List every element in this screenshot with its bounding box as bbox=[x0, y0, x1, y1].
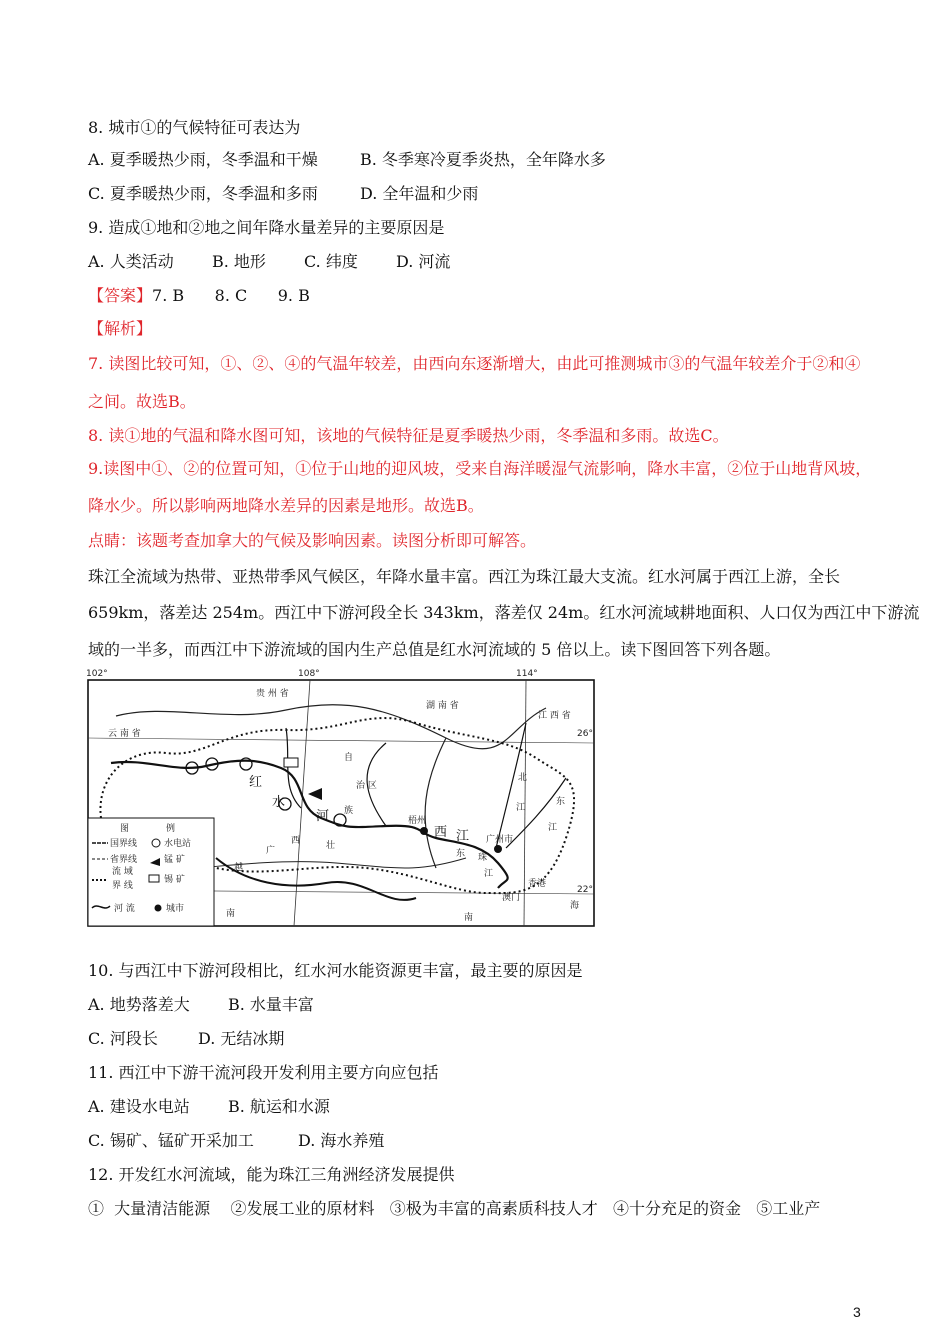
passage-line2: 659km，落差达 254m。西江中下游河段全长 343km，落差仅 24m。红水河流域耕地面积、人口仅为西江中下游流 bbox=[88, 603, 920, 622]
lon-label: 114° bbox=[516, 669, 538, 679]
q10-option-d: D. 无结冰期 bbox=[198, 1029, 285, 1048]
city-label: 广州市 bbox=[486, 835, 514, 845]
province-label: 江 西 省 bbox=[538, 711, 571, 721]
legend-item: 界 线 bbox=[112, 881, 133, 891]
q8-option-d: D. 全年温和少雨 bbox=[360, 184, 479, 203]
city-label: 澳门 bbox=[502, 893, 521, 903]
q11-options-ab bbox=[88, 1097, 330, 1117]
q10-options-cd bbox=[88, 1029, 284, 1049]
q11-options-cd bbox=[88, 1131, 384, 1151]
city-label: 香港 bbox=[528, 879, 547, 889]
legend-item: 国界线 bbox=[110, 839, 138, 849]
river-label: 东 bbox=[556, 797, 566, 807]
city-label: 梧州 bbox=[408, 816, 427, 826]
answer-text: 7. B 8. C 9. B bbox=[152, 286, 310, 305]
q10-option-a: A. 地势落差大 bbox=[88, 995, 190, 1014]
legend-item: 流 域 bbox=[112, 867, 133, 877]
sea-label: 南 bbox=[464, 913, 474, 923]
q11-stem: 11. 西江中下游干流河段开发利用主要方向应包括 bbox=[88, 1063, 439, 1082]
q9-option-b: B. 地形 bbox=[212, 252, 266, 271]
province-label: 自 bbox=[344, 753, 354, 763]
country-label: 南 bbox=[226, 909, 236, 919]
answer-line bbox=[88, 286, 310, 306]
q10-option-c: C. 河段长 bbox=[88, 1029, 158, 1048]
city-icon bbox=[420, 827, 428, 835]
analysis-7-line2: 之间。故选B。 bbox=[88, 392, 196, 411]
q9-option-c: C. 纬度 bbox=[304, 252, 358, 271]
province-label: 西 bbox=[291, 836, 301, 846]
city-icon bbox=[494, 845, 502, 853]
lon-label: 102° bbox=[86, 669, 108, 679]
province-label: 广 bbox=[266, 846, 276, 856]
map-legend bbox=[88, 818, 214, 926]
passage-line3: 域的一半多，而西江中下游流域的国内生产总值是红水河流域的 5 倍以上。读下图回答下列各题。 bbox=[88, 640, 781, 659]
legend-item: 城市 bbox=[166, 904, 185, 914]
analysis-9-line2: 降水少。所以影响两地降水差异的因素是地形。故选B。 bbox=[88, 496, 484, 515]
q11-option-b: B. 航运和水源 bbox=[228, 1097, 330, 1116]
legend-item: 省界线 bbox=[110, 855, 138, 865]
legend-item: 锰 矿 bbox=[164, 855, 185, 865]
analysis-tip: 点睛：该题考查加拿大的气候及影响因素。读图分析即可解答。 bbox=[88, 531, 537, 550]
analysis-9-line1: 9.读图中①、②的位置可知，①位于山地的迎风坡，受来自海洋暖湿气流影响，降水丰富，②位于山地背风坡， bbox=[88, 459, 872, 478]
q8-options-ab bbox=[88, 150, 606, 170]
legend-item: 锡 矿 bbox=[164, 875, 185, 885]
province-label: 云 南 省 bbox=[108, 729, 141, 739]
q10-options-ab bbox=[88, 995, 314, 1015]
q9-stem: 9. 造成①地和②地之间年降水量差异的主要原因是 bbox=[88, 218, 445, 237]
legend-title: 图 bbox=[120, 824, 130, 834]
q8-option-a: A. 夏季暖热少雨，冬季温和干燥 bbox=[88, 150, 318, 169]
river-label: 西 bbox=[434, 825, 448, 840]
river-label: 红 bbox=[249, 775, 263, 790]
analysis-tag: 【解析】 bbox=[88, 319, 153, 338]
q9-option-a: A. 人类活动 bbox=[88, 252, 174, 271]
passage-line1: 珠江全流域为热带、亚热带季风气候区，年降水量丰富。西江为珠江最大支流。红水河属于西江上游，全长 bbox=[88, 567, 841, 586]
lat-label: 22° bbox=[577, 885, 593, 895]
province-label: 壮 bbox=[326, 841, 336, 851]
river-label: 江 bbox=[516, 803, 526, 813]
river-label: 河 bbox=[316, 809, 330, 824]
page-number: 3 bbox=[853, 1304, 861, 1320]
analysis-7-line1: 7. 读图比较可知，①、②、④的气温年较差，由西向东逐渐增大，由此可推测城市③的气温年较差介于②和④ bbox=[88, 354, 861, 373]
river-label: 北 bbox=[518, 773, 528, 783]
river-label: 水 bbox=[272, 795, 286, 810]
lat-label: 26° bbox=[577, 729, 593, 739]
river-label: 江 bbox=[456, 829, 470, 844]
river-label: 珠 bbox=[478, 853, 488, 863]
q11-option-a: A. 建设水电站 bbox=[88, 1097, 190, 1116]
province-label: 贵 州 省 bbox=[256, 689, 289, 699]
q11-option-c: C. 锡矿、锰矿开采加工 bbox=[88, 1131, 254, 1150]
q10-option-b: B. 水量丰富 bbox=[228, 995, 314, 1014]
river-label: 东 bbox=[456, 849, 466, 859]
q8-option-b: B. 冬季寒冷夏季炎热，全年降水多 bbox=[360, 150, 606, 169]
pearl-river-map bbox=[86, 668, 596, 928]
analysis-8: 8. 读①地的气温和降水图可知，该地的气候特征是夏季暖热少雨，冬季温和多雨。故选C。 bbox=[88, 426, 729, 445]
legend-title: 例 bbox=[166, 824, 176, 834]
legend-item: 河 流 bbox=[114, 904, 135, 914]
q12-stem: 12. 开发红水河流域，能为珠江三角洲经济发展提供 bbox=[88, 1165, 455, 1184]
legend-item: 水电站 bbox=[164, 839, 192, 849]
river-label: 江 bbox=[484, 869, 494, 879]
province-label: 湖 南 省 bbox=[426, 701, 459, 711]
tin-mine-icon bbox=[284, 758, 298, 767]
river-label: 江 bbox=[548, 823, 558, 833]
q8-options-cd bbox=[88, 184, 478, 204]
q12-options: ① 大量清洁能源 ②发展工业的原材料 ③极为丰富的高素质科技人才 ④十分充足的资金 ⑤工业产 bbox=[88, 1199, 821, 1218]
lon-label: 108° bbox=[298, 669, 320, 679]
answer-tag: 【答案】 bbox=[88, 286, 153, 305]
country-label: 越 bbox=[234, 863, 244, 873]
q10-stem: 10. 与西江中下游河段相比，红水河水能资源更丰富，最主要的原因是 bbox=[88, 961, 583, 980]
q8-stem: 8. 城市①的气候特征可表达为 bbox=[88, 118, 301, 137]
q9-options bbox=[88, 252, 450, 272]
q11-option-d: D. 海水养殖 bbox=[298, 1131, 385, 1150]
q8-option-c: C. 夏季暖热少雨，冬季温和多雨 bbox=[88, 184, 318, 203]
province-label: 族 bbox=[344, 806, 354, 816]
sea-label: 海 bbox=[570, 901, 580, 911]
province-label: 治 区 bbox=[356, 781, 377, 791]
q9-option-d: D. 河流 bbox=[396, 252, 451, 271]
